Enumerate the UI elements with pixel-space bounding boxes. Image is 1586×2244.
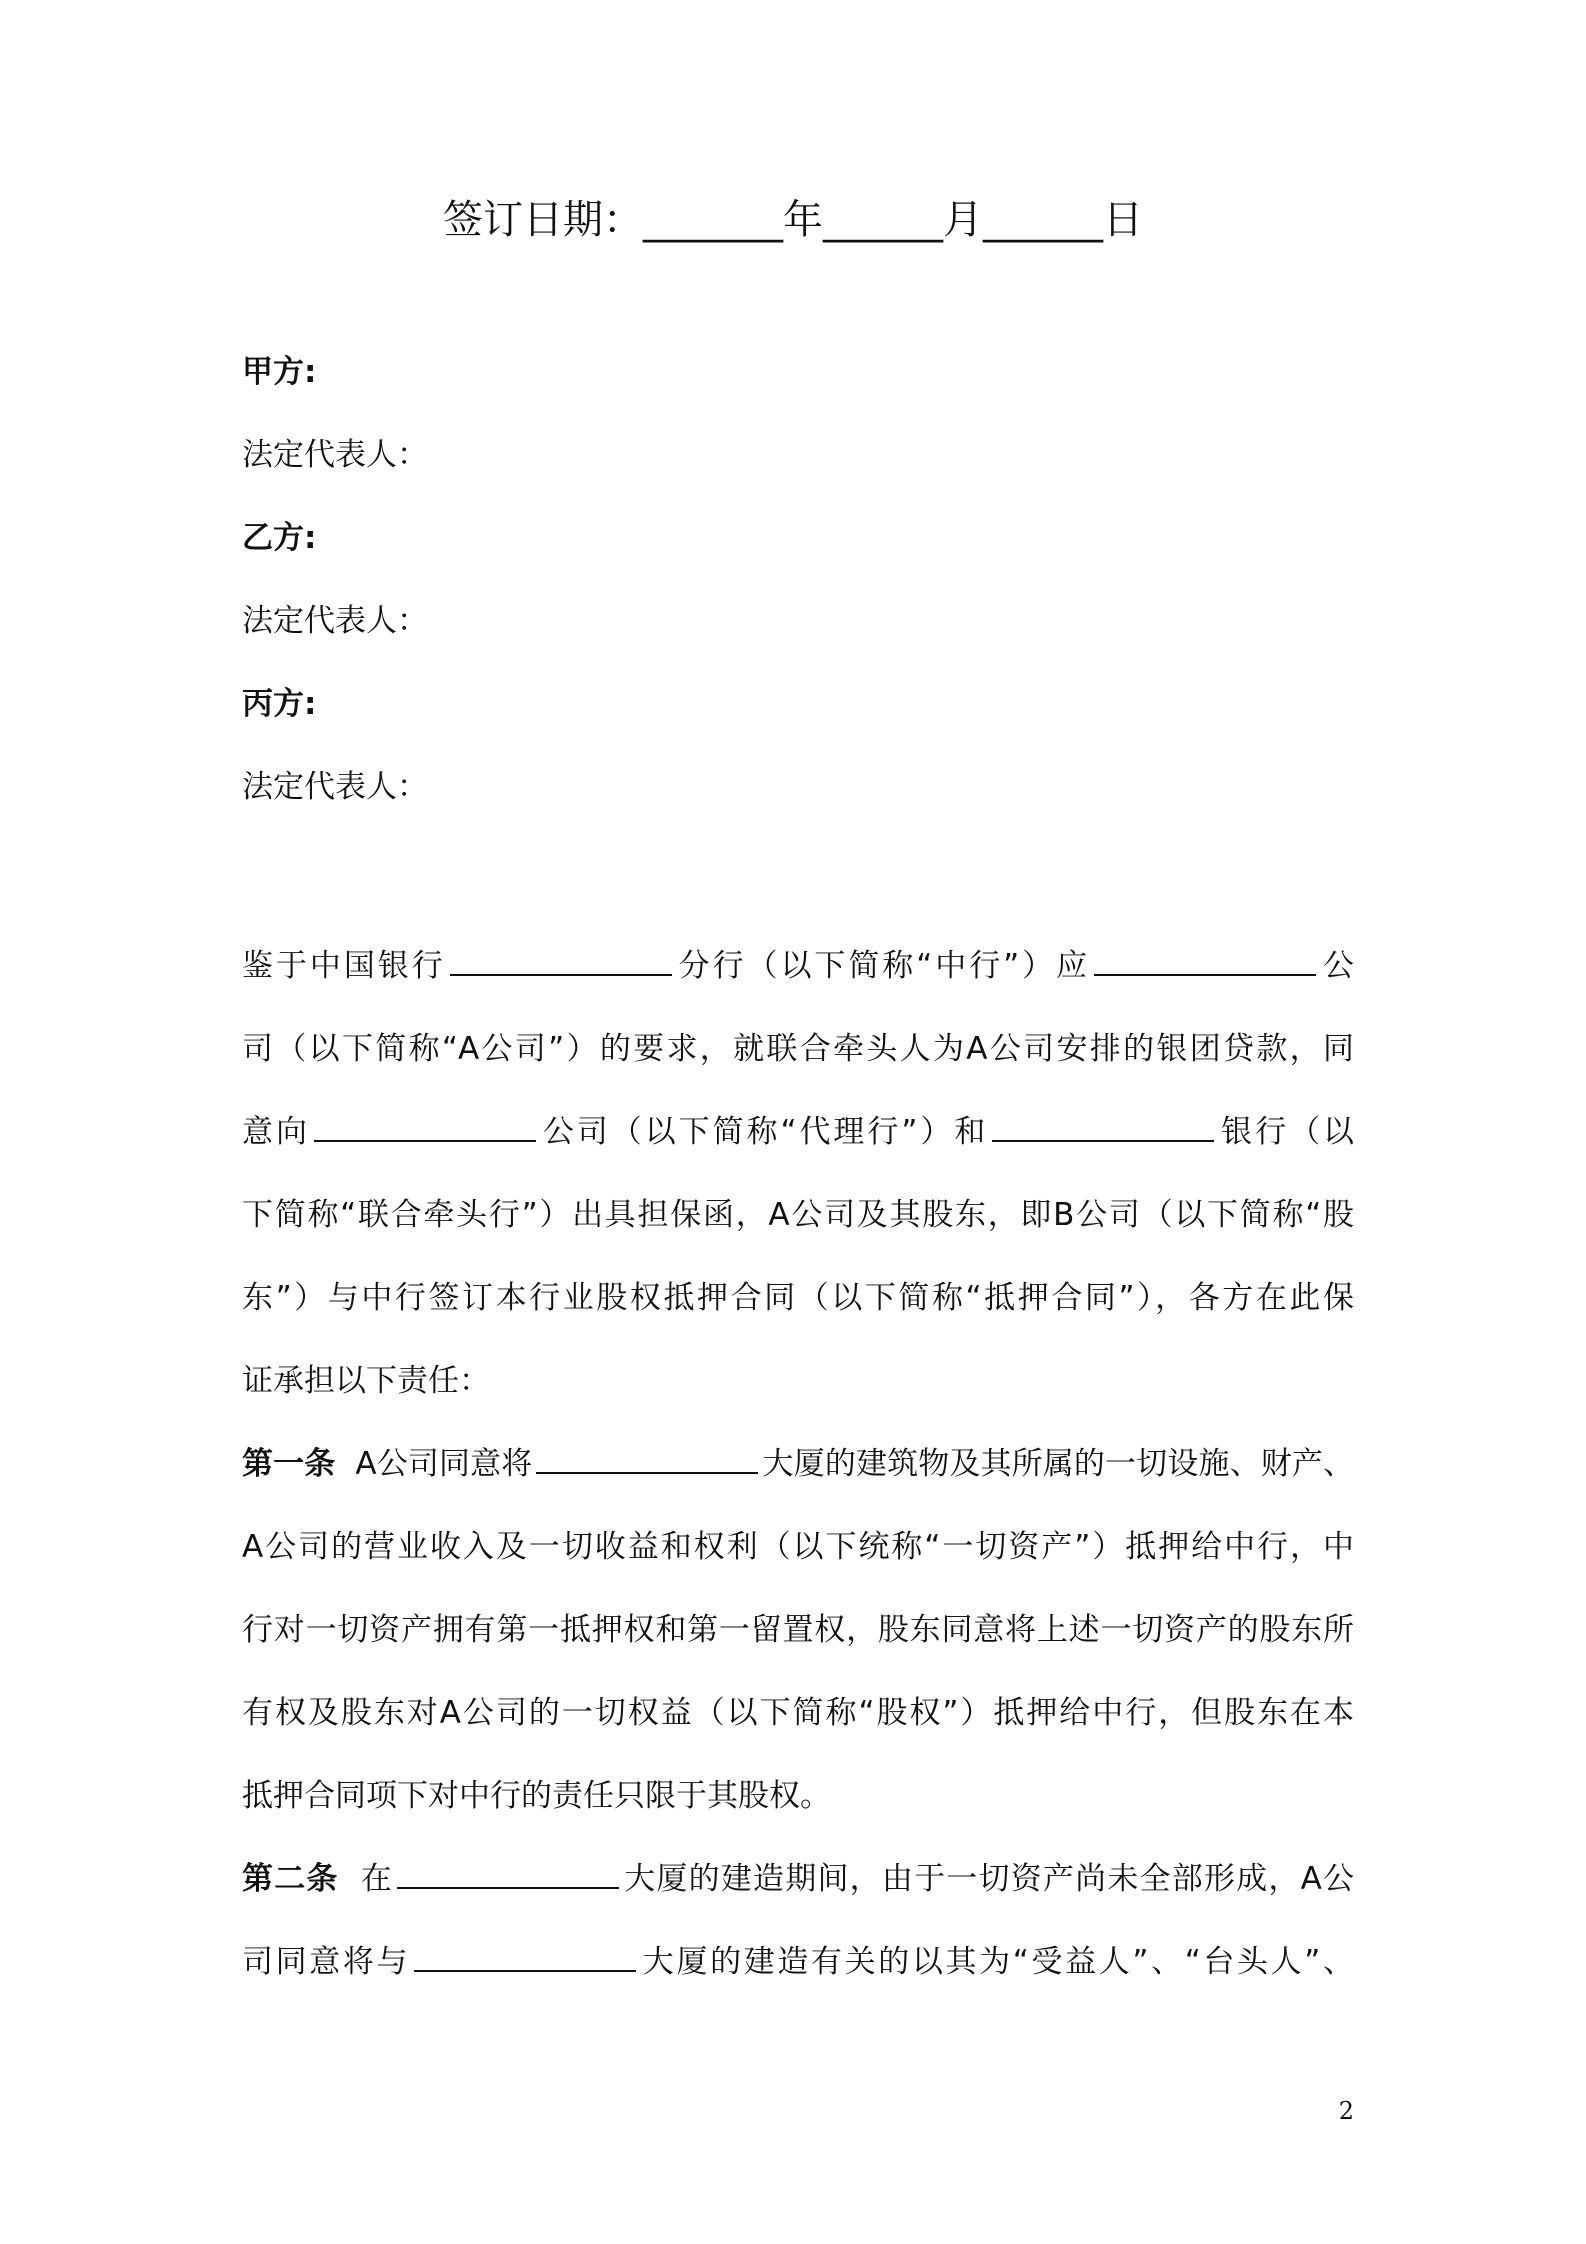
intro-text: 公司（以下简称“代理行”）和 bbox=[539, 1114, 989, 1150]
article-text: 大厦的建造期间，由于一切资产尚未全部形成，A公 bbox=[623, 1861, 1355, 1897]
intro-line-4: 下简称“联合牵头行”）出具担保函，A公司及其股东，即B公司（以下简称“股 bbox=[242, 1197, 1354, 1233]
article-2-label: 第二条 bbox=[242, 1861, 339, 1897]
article-1-label: 第一条 bbox=[242, 1446, 336, 1482]
article-2 bbox=[242, 1838, 1354, 2004]
article-1 bbox=[242, 1423, 1354, 1838]
lead-bank-blank bbox=[992, 1110, 1214, 1142]
article-text: 司同意将与 bbox=[242, 1944, 411, 1980]
article-2-line-2 bbox=[242, 1921, 1354, 2004]
intro-text: 分行（以下简称“中行”）应 bbox=[675, 948, 1091, 984]
article-2-line-1 bbox=[242, 1838, 1354, 1921]
article-text: 大厦的建筑物及其所属的一切设施、财产、 bbox=[762, 1446, 1354, 1482]
intro-line-5: 东”）与中行签订本行业股权抵押合同（以下简称“抵押合同”），各方在此保 bbox=[242, 1280, 1354, 1316]
agent-company-blank bbox=[314, 1110, 536, 1142]
page-number: 2 bbox=[1338, 2097, 1354, 2125]
article-text: 大厦的建造有关的以其为“受益人”、“台头人”、 bbox=[640, 1944, 1354, 1980]
building-name-blank bbox=[536, 1442, 758, 1474]
party-a-representative-label: 法定代表人： bbox=[242, 437, 428, 473]
article-1-line-1 bbox=[242, 1423, 1354, 1506]
signing-date-title: 签订日期：_______年______月______日 bbox=[443, 197, 1143, 243]
party-c-label: 丙方: bbox=[242, 686, 317, 722]
party-c-representative-label: 法定代表人： bbox=[242, 769, 428, 805]
party-b-label: 乙方: bbox=[242, 520, 317, 556]
article-1-line-2: A公司的营业收入及一切收益和权利（以下统称“一切资产”）抵押给中行，中 bbox=[242, 1529, 1354, 1565]
intro-line-3 bbox=[242, 1091, 1354, 1174]
party-b-representative-label: 法定代表人： bbox=[242, 603, 428, 639]
building-name-blank bbox=[397, 1857, 619, 1889]
article-text: A公司同意将 bbox=[355, 1446, 533, 1482]
party-a-label: 甲方: bbox=[242, 354, 317, 390]
intro-line-6: 证承担以下责任： bbox=[242, 1363, 490, 1399]
intro-line-1 bbox=[242, 925, 1354, 1008]
intro-paragraph bbox=[242, 925, 1354, 1423]
intro-line-2: 司（以下简称“A公司”）的要求，就联合牵头人为A公司安排的银团贷款，同 bbox=[242, 1031, 1354, 1067]
intro-text: 鉴于中国银行 bbox=[242, 948, 446, 984]
article-1-line-3: 行对一切资产拥有第一抵押权和第一留置权，股东同意将上述一切资产的股东所 bbox=[242, 1612, 1354, 1648]
intro-text: 公 bbox=[1320, 948, 1355, 984]
contract-body bbox=[242, 925, 1354, 2004]
building-name-blank bbox=[414, 1940, 636, 1972]
branch-name-blank bbox=[450, 944, 672, 976]
company-name-blank bbox=[1094, 944, 1316, 976]
article-text: 在 bbox=[360, 1861, 393, 1897]
intro-text: 银行（以 bbox=[1218, 1114, 1355, 1150]
article-1-line-4: 有权及股东对A公司的一切权益（以下简称“股权”）抵押给中行，但股东在本 bbox=[242, 1695, 1354, 1731]
article-1-line-5: 抵押合同项下对中行的责任只限于其股权。 bbox=[242, 1778, 831, 1814]
parties-block bbox=[242, 350, 1362, 848]
intro-text: 意向 bbox=[242, 1114, 310, 1150]
